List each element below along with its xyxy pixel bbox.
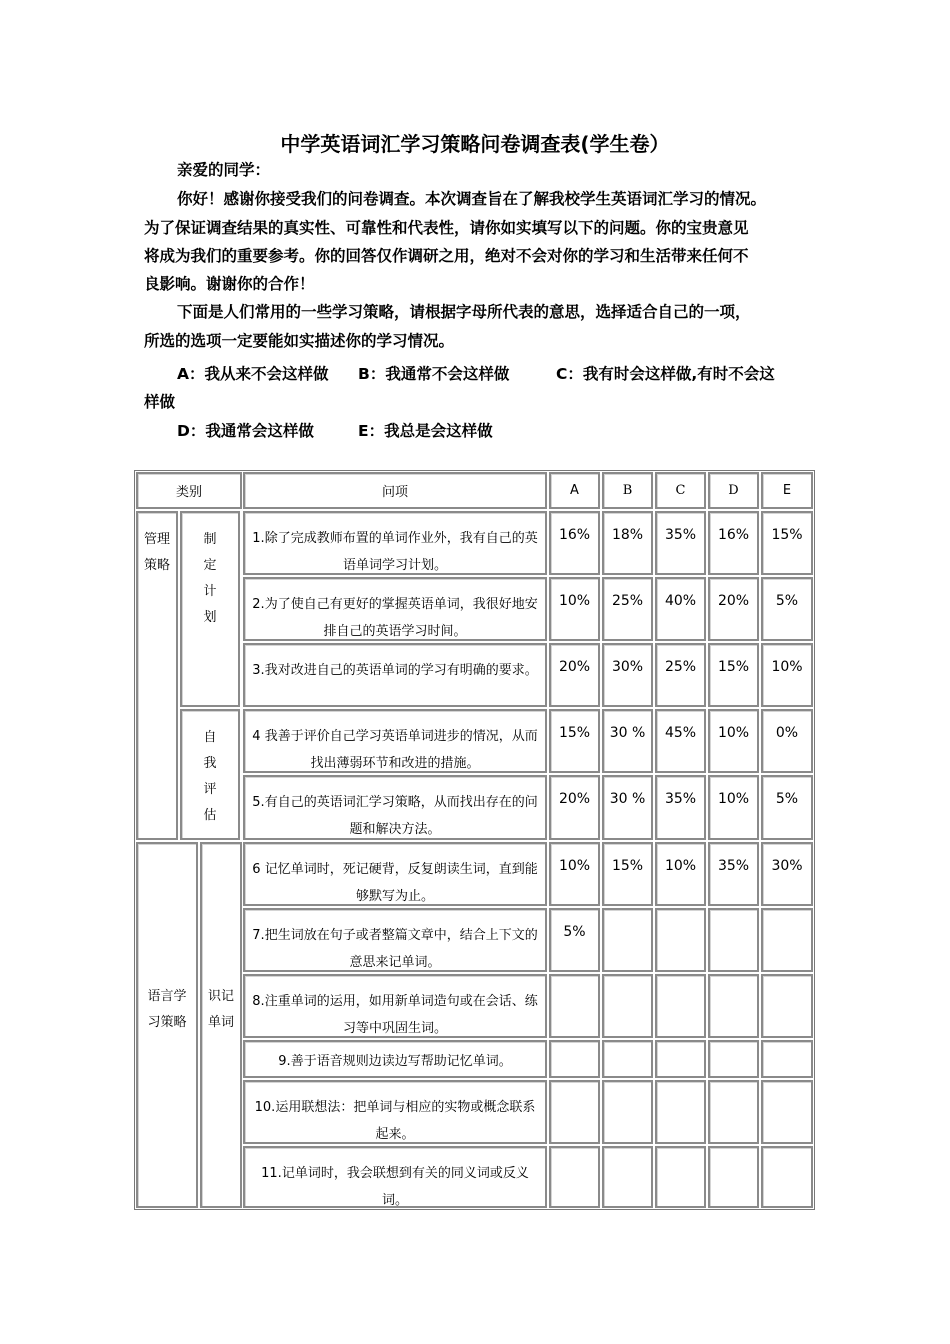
option-c: C：我有时会这样做,有时不会这 bbox=[556, 365, 775, 383]
question-number: 1. bbox=[252, 531, 265, 546]
question-3 bbox=[243, 643, 547, 707]
answer-e: 5% bbox=[761, 775, 813, 840]
option-c-continued: 样做 bbox=[144, 393, 176, 411]
answer-d bbox=[708, 908, 759, 972]
question-text: 我对改进自己的英语单词的学习有明确的要求。 bbox=[264, 663, 538, 678]
option-b: B：我通常不会这样做 bbox=[358, 365, 510, 383]
answer-a: 20% bbox=[549, 643, 600, 707]
intro-line-4: 良影响。谢谢你的合作！ bbox=[144, 275, 315, 293]
header-item: 问项 bbox=[243, 472, 547, 509]
question-text: 把生词放在句子或者整篇文章中，结合上下文的意思来记单词。 bbox=[264, 928, 538, 970]
question-number: 6 bbox=[252, 862, 265, 877]
answer-c: 45% bbox=[655, 709, 706, 773]
question-5 bbox=[243, 775, 547, 840]
question-text: 运用联想法：把单词与相应的实物或概念联系起来。 bbox=[275, 1100, 536, 1142]
answer-a: 10% bbox=[549, 842, 600, 906]
answer-e: 0% bbox=[761, 709, 813, 773]
greeting: 亲爱的同学： bbox=[177, 161, 271, 179]
answer-c bbox=[655, 1146, 706, 1208]
answer-b bbox=[602, 1146, 653, 1208]
header-c: C bbox=[655, 472, 706, 509]
survey-table bbox=[134, 470, 815, 1210]
option-d: D：我通常会这样做 bbox=[177, 422, 314, 440]
answer-b: 30% bbox=[602, 643, 653, 707]
header-d: D bbox=[708, 472, 759, 509]
question-8 bbox=[243, 974, 547, 1038]
answer-d: 35% bbox=[708, 842, 759, 906]
answer-a bbox=[549, 1040, 600, 1078]
answer-a: 16% bbox=[549, 511, 600, 575]
question-number: 11. bbox=[261, 1166, 282, 1181]
subcategory-planning: 制定计划 bbox=[180, 511, 240, 707]
answer-b bbox=[602, 1080, 653, 1144]
answer-c bbox=[655, 1040, 706, 1078]
answer-c bbox=[655, 974, 706, 1038]
answer-e bbox=[761, 1080, 813, 1144]
answer-e bbox=[761, 1040, 813, 1078]
instruction-line-2: 所选的选项一定要能如实描述你的学习情况。 bbox=[144, 332, 455, 350]
answer-e bbox=[761, 974, 813, 1038]
question-number: 10. bbox=[254, 1100, 276, 1115]
question-number: 8. bbox=[252, 994, 265, 1009]
answer-d bbox=[708, 1040, 759, 1078]
answer-b bbox=[602, 1040, 653, 1078]
answer-d: 15% bbox=[708, 643, 759, 707]
answer-d: 10% bbox=[708, 709, 759, 773]
answer-a: 20% bbox=[549, 775, 600, 840]
answer-d: 10% bbox=[708, 775, 759, 840]
header-a: A bbox=[549, 472, 600, 509]
instruction-line-1: 下面是人们常用的一些学习策略，请根据字母所代表的意思，选择适合自己的一项， bbox=[177, 303, 751, 321]
answer-c: 35% bbox=[655, 511, 706, 575]
document-title: 中学英语词汇学习策略问卷调查表(学生卷） bbox=[280, 132, 670, 156]
question-10 bbox=[243, 1080, 547, 1144]
answer-e bbox=[761, 1146, 813, 1208]
answer-d: 20% bbox=[708, 577, 759, 641]
answer-c bbox=[655, 908, 706, 972]
answer-c: 25% bbox=[655, 643, 706, 707]
header-e: E bbox=[761, 472, 813, 509]
question-number: 4 bbox=[252, 729, 265, 744]
answer-d bbox=[708, 1146, 759, 1208]
answer-c bbox=[655, 1080, 706, 1144]
question-text: 记忆单词时，死记硬背，反复朗读生词，直到能够默写为止。 bbox=[264, 862, 538, 904]
answer-e: 10% bbox=[761, 643, 813, 707]
question-number: 2. bbox=[252, 597, 265, 612]
answer-c: 10% bbox=[655, 842, 706, 906]
question-number: 7. bbox=[252, 928, 265, 943]
answer-b: 30 % bbox=[602, 709, 653, 773]
subcategory-self-evaluation: 自我评估 bbox=[180, 709, 240, 840]
question-text: 善于语音规则边读边写帮助记忆单词。 bbox=[290, 1054, 512, 1069]
answer-b: 30 % bbox=[602, 775, 653, 840]
question-9 bbox=[243, 1040, 547, 1078]
answer-b: 18% bbox=[602, 511, 653, 575]
question-number: 5. bbox=[252, 795, 265, 810]
answer-b: 15% bbox=[602, 842, 653, 906]
answer-d bbox=[708, 974, 759, 1038]
answer-a: 15% bbox=[549, 709, 600, 773]
answer-a bbox=[549, 1080, 600, 1144]
question-1 bbox=[243, 511, 547, 575]
question-4 bbox=[243, 709, 547, 773]
answer-e: 15% bbox=[761, 511, 813, 575]
category-language-learning: 语言学习策略 bbox=[136, 842, 198, 1208]
answer-b bbox=[602, 974, 653, 1038]
question-6 bbox=[243, 842, 547, 906]
header-b: B bbox=[602, 472, 653, 509]
answer-e: 5% bbox=[761, 577, 813, 641]
answer-d: 16% bbox=[708, 511, 759, 575]
answer-a bbox=[549, 974, 600, 1038]
intro-line-3: 将成为我们的重要参考。你的回答仅作调研之用，绝对不会对你的学习和生活带来任何不 bbox=[144, 247, 749, 265]
answer-c: 35% bbox=[655, 775, 706, 840]
question-text: 除了完成教师布置的单词作业外，我有自己的英语单词学习计划。 bbox=[264, 531, 538, 573]
question-text: 注重单词的运用，如用新单词造句或在会话、练习等中巩固生词。 bbox=[264, 994, 538, 1036]
answer-e: 30% bbox=[761, 842, 813, 906]
answer-a: 10% bbox=[549, 577, 600, 641]
answer-b bbox=[602, 908, 653, 972]
question-text: 为了使自己有更好的掌握英语单词，我很好地安排自己的英语学习时间。 bbox=[264, 597, 538, 639]
question-number: 9. bbox=[278, 1054, 291, 1069]
intro-line-2: 为了保证调查结果的真实性、可靠性和代表性，请你如实填写以下的问题。你的宝贵意见 bbox=[144, 219, 749, 237]
subcategory-memorize-words: 识记单词 bbox=[200, 842, 242, 1208]
option-a: A：我从来不会这样做 bbox=[177, 365, 329, 383]
question-11 bbox=[243, 1146, 547, 1208]
answer-c: 40% bbox=[655, 577, 706, 641]
header-category: 类别 bbox=[136, 472, 242, 509]
answer-e bbox=[761, 908, 813, 972]
option-e: E：我总是会这样做 bbox=[358, 422, 493, 440]
question-text: 记单词时，我会联想到有关的同义词或反义词。 bbox=[281, 1166, 529, 1208]
answer-a: 5% bbox=[549, 908, 600, 972]
question-text: 我善于评价自己学习英语单词进步的情况，从而找出薄弱环节和改进的措施。 bbox=[264, 729, 538, 771]
question-text: 有自己的英语词汇学习策略，从而找出存在的问题和解决方法。 bbox=[264, 795, 538, 837]
answer-b: 25% bbox=[602, 577, 653, 641]
answer-a bbox=[549, 1146, 600, 1208]
intro-line-1: 你好！感谢你接受我们的问卷调查。本次调查旨在了解我校学生英语词汇学习的情况。 bbox=[177, 190, 767, 208]
question-7 bbox=[243, 908, 547, 972]
answer-d bbox=[708, 1080, 759, 1144]
category-management: 管理策略 bbox=[136, 511, 178, 840]
question-2 bbox=[243, 577, 547, 641]
question-number: 3. bbox=[252, 663, 265, 678]
